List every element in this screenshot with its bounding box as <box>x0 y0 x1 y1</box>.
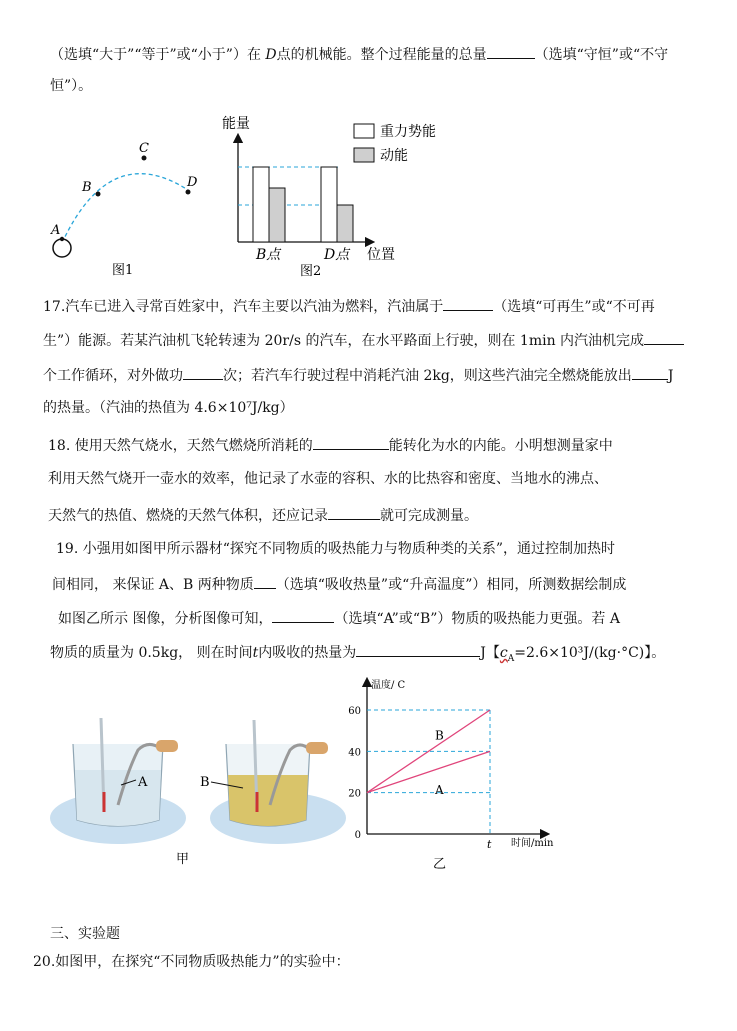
figure-2-caption: 图2 <box>300 264 322 279</box>
y-tick-label: 60 <box>348 706 361 717</box>
y-tick-label: 20 <box>348 788 361 800</box>
figure-jia-apparatus <box>48 700 348 875</box>
text: 物质的质量为 0.5kg， 则在时间 <box>50 645 253 661</box>
x-axis-label: 时间/min <box>511 838 554 849</box>
liquid-b <box>228 775 308 826</box>
bar-b-kinetic <box>269 188 285 242</box>
figure-yi-caption: 乙 <box>433 857 447 872</box>
answer-blank[interactable] <box>443 296 493 311</box>
text: J【 <box>480 645 500 661</box>
answer-blank[interactable] <box>254 574 276 589</box>
legend-swatch-potential <box>354 124 374 138</box>
series-label-b: B <box>435 728 444 743</box>
answer-blank[interactable] <box>632 365 668 380</box>
text: 就可完成测量。 <box>380 508 478 524</box>
specific-heat-subscript: A <box>507 653 515 664</box>
x-tick-label: t <box>487 838 492 851</box>
heater-plug-right <box>306 742 328 754</box>
heater-plug-left <box>156 740 178 752</box>
bar-d-potential <box>321 167 337 242</box>
answer-blank[interactable] <box>272 608 334 623</box>
figure-1-caption: 图1 <box>112 263 134 278</box>
legend-potential: 重力势能 <box>380 124 436 140</box>
text: （选填“吸收热量”或“升高温度”）相同，所测数据绘制成 <box>275 577 627 593</box>
text: 17.汽车已进入寻常百姓家中，汽车主要以汽油为燃料，汽油属于 <box>43 299 444 315</box>
q17-line-4: 的热量。（汽油的热值为 4.6×10⁷J/kg） <box>43 400 294 416</box>
label-c: C <box>139 141 149 156</box>
label-b: B <box>200 775 210 790</box>
text: 个工作循环，对外做功 <box>43 368 183 384</box>
section-heading: 三、实验题 <box>50 926 120 942</box>
text: （选填“守恒”或“不守 <box>534 47 669 63</box>
series-line-a <box>367 751 490 792</box>
q19-line-4 <box>50 642 665 668</box>
label-b: B <box>82 180 92 195</box>
q19-line-2 <box>52 574 626 594</box>
legend-swatch-kinetic <box>354 148 374 162</box>
x-label-d: D点 <box>324 247 350 263</box>
bar-d-kinetic <box>337 205 353 242</box>
text: 天然气的热值、燃烧的天然气体积，还应记录 <box>48 508 328 524</box>
text: （选填“大于”“等于”或“小于”）在 <box>50 47 261 63</box>
q16-line-2: 恒”）。 <box>50 78 93 94</box>
q18-line-2: 利用天然气烧开一壶水的效率，他记录了水壶的容积、水的比热容和密度、当地水的沸点、 <box>48 471 608 487</box>
point-b-dot <box>96 192 101 197</box>
text: J <box>667 368 674 384</box>
time-variable: t <box>252 645 259 661</box>
figure-2-energy-bars <box>220 112 450 280</box>
text: 生”）能源。若某汽油机飞轮转速为 20r/s 的汽车，在水平路面上行驶，则在 1min 内汽油机完成 <box>43 333 645 349</box>
point-c-dot <box>142 156 147 161</box>
trajectory-curve <box>62 174 188 243</box>
point-d: D <box>265 47 277 63</box>
bar-b-potential <box>253 167 269 242</box>
chart-marks <box>348 706 492 851</box>
figure-jia-caption: 甲 <box>176 852 190 867</box>
answer-blank[interactable] <box>313 435 389 450</box>
label-a: A <box>138 775 148 790</box>
text: （选填“A”或“B”）物质的吸热能力更强。若 A <box>334 611 620 627</box>
label-a: A <box>51 223 61 238</box>
text: （选填“可再生”或“不可再 <box>493 299 655 315</box>
answer-blank[interactable] <box>487 44 535 59</box>
specific-heat-symbol: c <box>499 645 508 661</box>
y-axis-label: 温度/ C <box>371 680 406 691</box>
x-axis-title: 位置 <box>367 247 395 263</box>
q18-line-3 <box>48 505 478 525</box>
q17-line-1 <box>43 296 655 316</box>
figure-yi-chart <box>335 672 575 872</box>
text: 间相同， 来保证 A、B 两种物质 <box>52 577 254 593</box>
series-line-b <box>367 710 490 793</box>
text: 次；若汽车行驶过程中消耗汽油 2kg，则这些汽油完全燃烧能放出 <box>223 368 632 384</box>
text: 18. 使用天然气烧水，天然气燃烧所消耗的 <box>48 438 313 454</box>
liquid-a <box>75 770 161 826</box>
point-d-dot <box>186 190 191 195</box>
answer-blank[interactable] <box>328 505 380 520</box>
q16-line-1 <box>50 44 668 64</box>
q17-line-3 <box>43 365 673 385</box>
x-label-b: B点 <box>256 247 281 263</box>
text: 能转化为水的内能。小明想测量家中 <box>388 438 613 454</box>
answer-blank[interactable] <box>644 330 684 345</box>
answer-blank[interactable] <box>356 642 480 657</box>
y-axis-label: 能量 <box>222 116 250 132</box>
answer-blank[interactable] <box>183 365 223 380</box>
text: 点的机械能。整个过程能量的总量 <box>276 47 487 63</box>
q18-line-1 <box>48 435 613 455</box>
legend-kinetic: 动能 <box>380 148 408 164</box>
figure-1-trajectory <box>40 135 220 280</box>
text: =2.6×10³J/(kg·°C)】。 <box>514 645 666 661</box>
point-a-dot <box>60 237 64 241</box>
ball <box>53 239 71 257</box>
q19-line-1: 19. 小强用如图甲所示器材“探究不同物质的吸热能力与物质种类的关系”，通过控制加热时 <box>56 541 616 557</box>
q20-line-1: 20.如图甲，在探究“不同物质吸热能力”的实验中： <box>33 954 350 970</box>
label-d: D <box>187 175 198 190</box>
text: 如图乙所示 图像，分析图像可知， <box>58 611 273 627</box>
q19-line-3 <box>58 608 620 628</box>
y-tick-label: 0 <box>354 830 361 841</box>
y-tick-label: 40 <box>348 747 361 759</box>
series-label-a: A <box>435 783 444 797</box>
q17-line-2 <box>43 330 684 350</box>
text: 内吸收的热量为 <box>258 645 357 661</box>
